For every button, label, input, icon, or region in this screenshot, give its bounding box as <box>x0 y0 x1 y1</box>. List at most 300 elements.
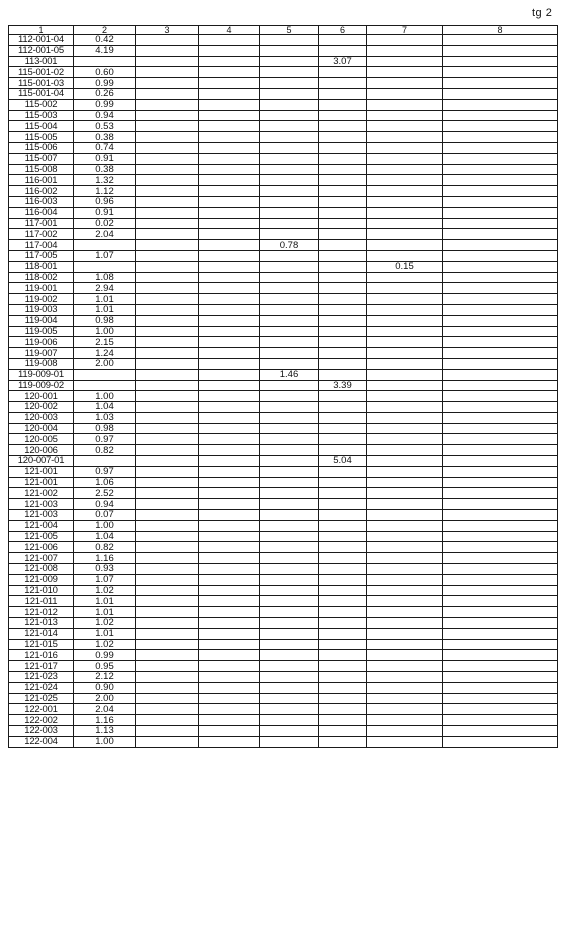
value-cell-col-7 <box>367 607 443 618</box>
table-row <box>9 466 558 477</box>
value-cell-col-7 <box>367 207 443 218</box>
value-cell-col-6 <box>319 618 367 629</box>
value-cell-col-7 <box>367 618 443 629</box>
item-code-cell: 119-004 <box>9 315 74 326</box>
value-cell-col-2: 1.00 <box>74 736 136 747</box>
value-cell-col-2: 0.99 <box>74 78 136 89</box>
value-cell-col-7 <box>367 240 443 251</box>
value-cell-col-3 <box>136 45 199 56</box>
value-cell-col-8 <box>443 164 558 175</box>
value-cell-col-8 <box>443 477 558 488</box>
value-cell-col-4 <box>199 531 260 542</box>
value-cell-col-7 <box>367 35 443 46</box>
value-cell-col-4 <box>199 369 260 380</box>
table-row <box>9 412 558 423</box>
item-code-cell: 115-003 <box>9 110 74 121</box>
value-cell-col-6 <box>319 726 367 737</box>
value-cell-col-6 <box>319 88 367 99</box>
item-code-cell: 121-012 <box>9 607 74 618</box>
table-row <box>9 153 558 164</box>
value-cell-col-2: 1.01 <box>74 294 136 305</box>
value-cell-col-6: 3.39 <box>319 380 367 391</box>
value-cell-col-8 <box>443 585 558 596</box>
value-cell-col-3 <box>136 250 199 261</box>
value-cell-col-3 <box>136 477 199 488</box>
value-cell-col-2: 0.93 <box>74 564 136 575</box>
item-code-cell: 119-006 <box>9 337 74 348</box>
item-code-cell: 113-001 <box>9 56 74 67</box>
item-code-cell: 121-009 <box>9 574 74 585</box>
value-cell-col-4 <box>199 682 260 693</box>
value-cell-col-4 <box>199 99 260 110</box>
value-cell-col-6 <box>319 45 367 56</box>
value-cell-col-7 <box>367 326 443 337</box>
table-row <box>9 488 558 499</box>
value-cell-col-6 <box>319 121 367 132</box>
value-cell-col-4 <box>199 423 260 434</box>
table-row <box>9 207 558 218</box>
table-row <box>9 88 558 99</box>
value-cell-col-5 <box>260 283 319 294</box>
value-cell-col-3 <box>136 466 199 477</box>
item-code-cell: 120-007-01 <box>9 456 74 467</box>
value-cell-col-7 <box>367 423 443 434</box>
value-cell-col-3 <box>136 607 199 618</box>
value-cell-col-7 <box>367 412 443 423</box>
value-cell-col-5 <box>260 186 319 197</box>
value-cell-col-2: 0.82 <box>74 445 136 456</box>
value-cell-col-3 <box>136 56 199 67</box>
value-cell-col-6 <box>319 337 367 348</box>
value-cell-col-2: 1.16 <box>74 553 136 564</box>
value-cell-col-4 <box>199 596 260 607</box>
value-cell-col-5 <box>260 45 319 56</box>
value-cell-col-8 <box>443 142 558 153</box>
value-cell-col-8 <box>443 153 558 164</box>
value-cell-col-7 <box>367 639 443 650</box>
value-cell-col-5 <box>260 121 319 132</box>
value-cell-col-2: 2.00 <box>74 358 136 369</box>
value-cell-col-7 <box>367 250 443 261</box>
table-row <box>9 358 558 369</box>
table-row <box>9 380 558 391</box>
value-cell-col-6 <box>319 704 367 715</box>
item-code-cell: 121-024 <box>9 682 74 693</box>
item-code-cell: 115-002 <box>9 99 74 110</box>
value-cell-col-5 <box>260 67 319 78</box>
value-cell-col-2: 1.00 <box>74 391 136 402</box>
value-cell-col-8 <box>443 553 558 564</box>
value-cell-col-7 <box>367 348 443 359</box>
item-code-cell: 118-001 <box>9 261 74 272</box>
value-cell-col-2: 0.97 <box>74 434 136 445</box>
value-cell-col-5 <box>260 88 319 99</box>
value-cell-col-3 <box>136 304 199 315</box>
value-cell-col-4 <box>199 585 260 596</box>
value-cell-col-4 <box>199 542 260 553</box>
value-cell-col-6 <box>319 628 367 639</box>
value-cell-col-2: 1.00 <box>74 520 136 531</box>
value-cell-col-3 <box>136 445 199 456</box>
value-cell-col-5 <box>260 142 319 153</box>
value-cell-col-3 <box>136 67 199 78</box>
value-cell-col-3 <box>136 35 199 46</box>
value-cell-col-2: 1.01 <box>74 304 136 315</box>
table-row <box>9 326 558 337</box>
value-cell-col-2: 1.02 <box>74 618 136 629</box>
value-cell-col-8 <box>443 488 558 499</box>
table-row <box>9 682 558 693</box>
value-cell-col-5 <box>260 358 319 369</box>
value-cell-col-7 <box>367 574 443 585</box>
value-cell-col-4 <box>199 88 260 99</box>
item-code-cell: 116-003 <box>9 196 74 207</box>
value-cell-col-8 <box>443 402 558 413</box>
table-row <box>9 110 558 121</box>
value-cell-col-4 <box>199 132 260 143</box>
value-cell-col-2: 2.52 <box>74 488 136 499</box>
table-row <box>9 175 558 186</box>
value-cell-col-3 <box>136 229 199 240</box>
item-code-cell: 121-023 <box>9 672 74 683</box>
item-code-cell: 120-001 <box>9 391 74 402</box>
table-row <box>9 574 558 585</box>
value-cell-col-2: 1.04 <box>74 531 136 542</box>
value-cell-col-4 <box>199 78 260 89</box>
value-cell-col-2: 1.02 <box>74 639 136 650</box>
value-cell-col-8 <box>443 607 558 618</box>
value-cell-col-2: 1.01 <box>74 596 136 607</box>
table-row <box>9 672 558 683</box>
value-cell-col-3 <box>136 207 199 218</box>
table-row <box>9 477 558 488</box>
value-cell-col-7 <box>367 661 443 672</box>
value-cell-col-4 <box>199 358 260 369</box>
item-code-cell: 116-004 <box>9 207 74 218</box>
column-header-4: 4 <box>199 26 260 35</box>
value-cell-col-6 <box>319 639 367 650</box>
value-cell-col-7 <box>367 175 443 186</box>
item-code-cell: 117-005 <box>9 250 74 261</box>
value-cell-col-4 <box>199 229 260 240</box>
table-row <box>9 402 558 413</box>
value-cell-col-6 <box>319 423 367 434</box>
item-code-cell: 115-006 <box>9 142 74 153</box>
item-code-cell: 112-001-05 <box>9 45 74 56</box>
value-cell-col-5 <box>260 261 319 272</box>
value-cell-col-5 <box>260 639 319 650</box>
value-cell-col-3 <box>136 315 199 326</box>
column-header-6: 6 <box>319 26 367 35</box>
value-cell-col-3 <box>136 585 199 596</box>
value-cell-col-3 <box>136 110 199 121</box>
value-cell-col-2: 1.32 <box>74 175 136 186</box>
value-cell-col-7 <box>367 142 443 153</box>
table-row <box>9 585 558 596</box>
item-code-cell: 122-004 <box>9 736 74 747</box>
value-cell-col-2: 1.01 <box>74 628 136 639</box>
value-cell-col-6 <box>319 35 367 46</box>
item-code-cell: 115-001-04 <box>9 88 74 99</box>
value-cell-col-7 <box>367 121 443 132</box>
value-cell-col-4 <box>199 218 260 229</box>
value-cell-col-4 <box>199 564 260 575</box>
value-cell-col-7 <box>367 304 443 315</box>
value-cell-col-3 <box>136 488 199 499</box>
item-code-cell: 119-008 <box>9 358 74 369</box>
value-cell-col-4 <box>199 337 260 348</box>
column-header-7: 7 <box>367 26 443 35</box>
value-cell-col-2: 0.94 <box>74 110 136 121</box>
value-cell-col-6 <box>319 672 367 683</box>
value-cell-col-8 <box>443 520 558 531</box>
value-cell-col-6 <box>319 445 367 456</box>
header-row <box>9 26 558 35</box>
value-cell-col-5 <box>260 175 319 186</box>
item-code-cell: 122-001 <box>9 704 74 715</box>
table-row <box>9 618 558 629</box>
value-cell-col-2: 2.94 <box>74 283 136 294</box>
item-code-cell: 116-002 <box>9 186 74 197</box>
value-cell-col-7 <box>367 272 443 283</box>
value-cell-col-7 <box>367 45 443 56</box>
value-cell-col-8 <box>443 283 558 294</box>
value-cell-col-6 <box>319 99 367 110</box>
value-cell-col-6 <box>319 348 367 359</box>
item-code-cell: 115-007 <box>9 153 74 164</box>
value-cell-col-5 <box>260 99 319 110</box>
value-cell-col-3 <box>136 272 199 283</box>
value-cell-col-7 <box>367 67 443 78</box>
value-cell-col-2: 0.38 <box>74 132 136 143</box>
value-cell-col-7 <box>367 56 443 67</box>
value-cell-col-8 <box>443 304 558 315</box>
value-cell-col-7 <box>367 294 443 305</box>
value-cell-col-7 <box>367 564 443 575</box>
value-cell-col-7 <box>367 499 443 510</box>
item-code-cell: 120-002 <box>9 402 74 413</box>
value-cell-col-8 <box>443 45 558 56</box>
value-cell-col-5 <box>260 693 319 704</box>
value-cell-col-4 <box>199 261 260 272</box>
value-cell-col-3 <box>136 736 199 747</box>
value-cell-col-4 <box>199 272 260 283</box>
value-cell-col-6 <box>319 315 367 326</box>
table-row <box>9 510 558 521</box>
value-cell-col-3 <box>136 196 199 207</box>
item-code-cell: 115-001-03 <box>9 78 74 89</box>
value-cell-col-7 <box>367 650 443 661</box>
value-cell-col-8 <box>443 99 558 110</box>
value-cell-col-7 <box>367 726 443 737</box>
value-cell-col-5 <box>260 661 319 672</box>
item-code-cell: 121-015 <box>9 639 74 650</box>
item-code-cell: 120-006 <box>9 445 74 456</box>
table-row <box>9 196 558 207</box>
item-code-cell: 117-002 <box>9 229 74 240</box>
value-cell-col-7 <box>367 553 443 564</box>
item-code-cell: 121-008 <box>9 564 74 575</box>
value-cell-col-4 <box>199 380 260 391</box>
value-cell-col-2: 0.95 <box>74 661 136 672</box>
value-cell-col-6 <box>319 531 367 542</box>
table-row <box>9 272 558 283</box>
value-cell-col-6 <box>319 574 367 585</box>
value-cell-col-2: 0.26 <box>74 88 136 99</box>
value-cell-col-3 <box>136 391 199 402</box>
table-row <box>9 67 558 78</box>
item-code-cell: 119-007 <box>9 348 74 359</box>
value-cell-col-8 <box>443 542 558 553</box>
value-cell-col-8 <box>443 35 558 46</box>
value-cell-col-6 <box>319 153 367 164</box>
table-row <box>9 531 558 542</box>
value-cell-col-8 <box>443 499 558 510</box>
value-cell-col-2: 0.07 <box>74 510 136 521</box>
table-row <box>9 35 558 46</box>
value-cell-col-5 <box>260 315 319 326</box>
value-cell-col-6 <box>319 283 367 294</box>
value-cell-col-4 <box>199 110 260 121</box>
value-cell-col-8 <box>443 175 558 186</box>
table-row <box>9 542 558 553</box>
value-cell-col-4 <box>199 348 260 359</box>
value-cell-col-5 <box>260 218 319 229</box>
value-cell-col-4 <box>199 164 260 175</box>
value-cell-col-4 <box>199 488 260 499</box>
value-cell-col-3 <box>136 672 199 683</box>
value-cell-col-8 <box>443 250 558 261</box>
value-cell-col-7 <box>367 477 443 488</box>
value-cell-col-4 <box>199 477 260 488</box>
value-cell-col-4 <box>199 304 260 315</box>
value-cell-col-8 <box>443 618 558 629</box>
value-cell-col-6 <box>319 110 367 121</box>
value-cell-col-4 <box>199 142 260 153</box>
value-cell-col-5 <box>260 78 319 89</box>
value-cell-col-4 <box>199 661 260 672</box>
value-cell-col-6 <box>319 164 367 175</box>
value-cell-col-7 <box>367 99 443 110</box>
value-cell-col-3 <box>136 121 199 132</box>
value-cell-col-4 <box>199 412 260 423</box>
value-cell-col-6 <box>319 369 367 380</box>
value-cell-col-7 <box>367 628 443 639</box>
table-row <box>9 164 558 175</box>
value-cell-col-5 <box>260 542 319 553</box>
value-cell-col-2: 0.91 <box>74 207 136 218</box>
value-cell-col-3 <box>136 240 199 251</box>
value-cell-col-5 <box>260 726 319 737</box>
value-cell-col-2: 1.13 <box>74 726 136 737</box>
value-cell-col-5 <box>260 272 319 283</box>
value-cell-col-4 <box>199 315 260 326</box>
value-cell-col-5 <box>260 488 319 499</box>
value-cell-col-4 <box>199 650 260 661</box>
value-cell-col-4 <box>199 726 260 737</box>
value-cell-col-2: 0.97 <box>74 466 136 477</box>
table-row <box>9 56 558 67</box>
item-code-cell: 119-003 <box>9 304 74 315</box>
value-cell-col-3 <box>136 693 199 704</box>
item-code-cell: 121-014 <box>9 628 74 639</box>
value-cell-col-2 <box>74 240 136 251</box>
table-row <box>9 142 558 153</box>
value-cell-col-2: 0.94 <box>74 499 136 510</box>
value-cell-col-5 <box>260 704 319 715</box>
value-cell-col-4 <box>199 520 260 531</box>
value-cell-col-8 <box>443 110 558 121</box>
value-cell-col-6 <box>319 175 367 186</box>
value-cell-col-7 <box>367 682 443 693</box>
value-cell-col-4 <box>199 67 260 78</box>
table-row <box>9 283 558 294</box>
value-cell-col-5 <box>260 434 319 445</box>
value-cell-col-6 <box>319 78 367 89</box>
value-cell-col-2: 0.42 <box>74 35 136 46</box>
value-cell-col-8 <box>443 672 558 683</box>
value-cell-col-6 <box>319 542 367 553</box>
value-cell-col-3 <box>136 164 199 175</box>
value-cell-col-3 <box>136 628 199 639</box>
value-cell-col-4 <box>199 153 260 164</box>
value-cell-col-2: 2.15 <box>74 337 136 348</box>
value-cell-col-2 <box>74 261 136 272</box>
table-row <box>9 596 558 607</box>
value-cell-col-3 <box>136 218 199 229</box>
value-cell-col-2: 0.74 <box>74 142 136 153</box>
value-cell-col-5 <box>260 531 319 542</box>
value-cell-col-7 <box>367 445 443 456</box>
value-cell-col-2: 0.82 <box>74 542 136 553</box>
table-row <box>9 304 558 315</box>
value-cell-col-5 <box>260 466 319 477</box>
value-cell-col-6 <box>319 229 367 240</box>
value-cell-col-6 <box>319 261 367 272</box>
table-row <box>9 499 558 510</box>
table-row <box>9 348 558 359</box>
value-cell-col-8 <box>443 628 558 639</box>
value-cell-col-4 <box>199 553 260 564</box>
value-cell-col-5 <box>260 380 319 391</box>
value-cell-col-5 <box>260 618 319 629</box>
value-cell-col-8 <box>443 412 558 423</box>
value-cell-col-7 <box>367 337 443 348</box>
value-cell-col-5 <box>260 229 319 240</box>
value-cell-col-5 <box>260 250 319 261</box>
table-row <box>9 715 558 726</box>
item-code-cell: 115-004 <box>9 121 74 132</box>
value-cell-col-5 <box>260 585 319 596</box>
value-cell-col-5 <box>260 207 319 218</box>
value-cell-col-2: 0.99 <box>74 99 136 110</box>
value-cell-col-4 <box>199 499 260 510</box>
value-cell-col-6 <box>319 520 367 531</box>
value-cell-col-7 <box>367 196 443 207</box>
value-cell-col-3 <box>136 520 199 531</box>
table-row <box>9 445 558 456</box>
item-code-cell: 121-001 <box>9 477 74 488</box>
item-code-cell: 121-006 <box>9 542 74 553</box>
value-cell-col-2: 0.38 <box>74 164 136 175</box>
value-cell-col-4 <box>199 693 260 704</box>
table-row <box>9 218 558 229</box>
item-code-cell: 121-003 <box>9 499 74 510</box>
item-code-cell: 119-002 <box>9 294 74 305</box>
value-cell-col-4 <box>199 618 260 629</box>
item-code-cell: 117-001 <box>9 218 74 229</box>
table-row <box>9 520 558 531</box>
